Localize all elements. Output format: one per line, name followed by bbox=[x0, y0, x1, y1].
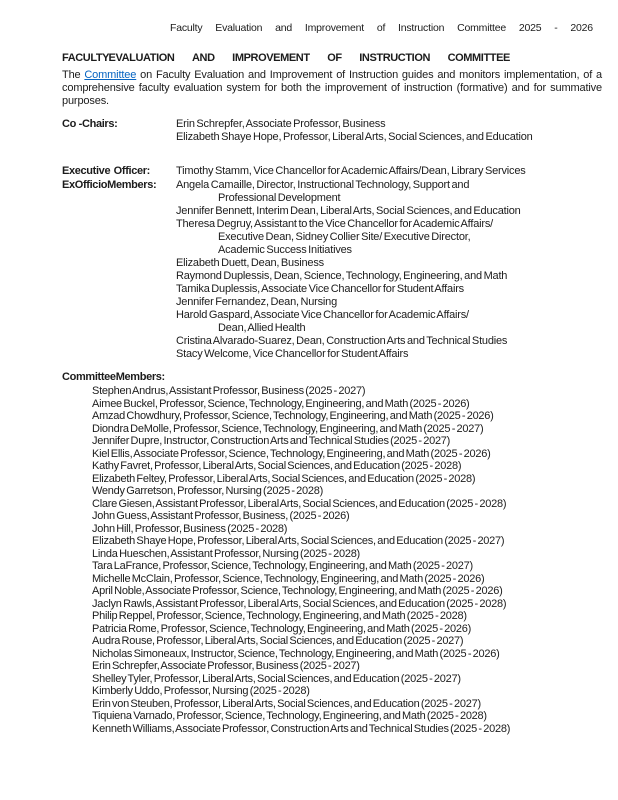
intro-text-before: The bbox=[62, 69, 85, 81]
executive-officer-values bbox=[176, 165, 526, 178]
committee-member-line: John Guess, Assistant Professor, Business, (2025 - 2026) bbox=[92, 510, 350, 522]
header-word: 2025 bbox=[518, 22, 542, 34]
header-word: Committee bbox=[457, 22, 507, 34]
ex-officio-line: Elizabeth Duett, Dean, Business bbox=[176, 257, 324, 269]
committee-member-line: Philip Reppel, Professor, Science, Technology, Engineering, and Math (2025 - 2028) bbox=[92, 610, 467, 622]
title-word: OF bbox=[327, 52, 342, 64]
label-word: Executive bbox=[62, 165, 111, 177]
label-word: Officio bbox=[74, 179, 108, 191]
committee-member-line: April Noble, Associate Professor, Science, Technology, Engineering, and Math (2025 - 2026) bbox=[92, 585, 503, 597]
label-word: Members: bbox=[115, 371, 165, 383]
header-word: Faculty bbox=[170, 22, 203, 34]
header-word: of bbox=[376, 22, 386, 34]
committee-member-line: Michelle McClain, Professor, Science, Technology, Engineering, and Math (2025 - 2026) bbox=[92, 572, 485, 585]
ex-officio-line: Jennifer Bennett, Interim Dean, Liberal Arts, Social Sciences, and Education bbox=[176, 205, 521, 217]
page-title bbox=[62, 52, 510, 64]
committee-member-line: John Hill, Professor, Business (2025 - 2028) bbox=[92, 522, 288, 535]
executive-officer-row bbox=[62, 165, 618, 178]
ex-officio-line: Theresa Degruy, Assistant to the Vice Chancellor for Academic Affairs/ bbox=[176, 218, 493, 230]
committee-member-line: Kenneth Williams, Associate Professor, Construction Arts and Technical Studies (2025 - 2028) bbox=[92, 722, 511, 735]
committee-members-label bbox=[62, 371, 165, 384]
label-word: Members: bbox=[107, 179, 157, 191]
title-word: FACULTY EVALUATION bbox=[62, 52, 175, 64]
ex-officio-line: Dean, Allied Health bbox=[218, 322, 306, 334]
title-word: IMPROVEMENT bbox=[232, 52, 310, 64]
label-word: Committee bbox=[62, 371, 116, 383]
ex-officio-label bbox=[62, 179, 157, 192]
header-word: - bbox=[554, 22, 558, 34]
committee-member-line: Elizabeth Shaye Hope, Professor, Liberal Arts, Social Sciences, and Education (2025 - 2027) bbox=[92, 535, 505, 547]
ex-officio-line: Executive Dean, Sidney Collier Site/ Executive Director, bbox=[218, 231, 471, 243]
committee-link[interactable]: Committee bbox=[84, 69, 137, 81]
ex-officio-line: Professional Development bbox=[218, 192, 341, 204]
committee-member-line: Patricia Rome, Professor, Science, Technology, Engineering, and Math (2025 - 2026) bbox=[92, 622, 472, 635]
ex-officio-line: Academic Success Initiatives bbox=[218, 244, 352, 256]
intro-text-after: on Faculty Evaluation and Improvement of Instruction guides and monitors implementation, of a comprehensive faculty evaluation system for both the improvement of instruction (formative) and for summative purposes. bbox=[62, 69, 602, 107]
committee-member-line: Shelley Tyler, Professor, Liberal Arts, Social Sciences, and Education (2025 - 2027) bbox=[92, 672, 461, 685]
committee-member-line: Kathy Favret, Professor, Liberal Arts, Social Sciences, and Education (2025 - 2028) bbox=[92, 460, 462, 472]
co-chair-line: Erin Schrepfer, Associate Professor, Business bbox=[176, 118, 386, 130]
header-word: and bbox=[275, 22, 293, 34]
committee-member-line: Audra Rouse, Professor, Liberal Arts, Social Sciences, and Education (2025 - 2027) bbox=[92, 635, 464, 647]
committee-member-line: Linda Hueschen, Assistant Professor, Nursing (2025 - 2028) bbox=[92, 547, 360, 560]
ex-officio-line: Cristina Alvarado-Suarez, Dean, Construction Arts and Technical Studies bbox=[176, 335, 508, 347]
co-chairs-row bbox=[62, 118, 618, 144]
title-word: AND bbox=[191, 52, 215, 64]
title-word: INSTRUCTION bbox=[359, 52, 431, 64]
committee-member-line: Tiquiena Varnado, Professor, Science, Technology, Engineering, and Math (2025 - 2028) bbox=[92, 710, 487, 722]
header-word: 2026 bbox=[570, 22, 593, 34]
committee-member-line: Jaclyn Rawls, Assistant Professor, Liberal Arts, Social Sciences, and Education (2025 - 2028) bbox=[92, 597, 507, 610]
ex-officio-line: Angela Camaille, Director, Instructional Technology, Support and bbox=[176, 179, 470, 191]
ex-officio-line: Stacy Welcome, Vice Chancellor for Student Affairs bbox=[176, 348, 409, 360]
committee-member-line: Diondra DeMolle, Professor, Science, Technology, Engineering, and Math (2025 - 2027) bbox=[92, 422, 484, 435]
committee-member-line: Aimee Buckel, Professor, Science, Technology, Engineering, and Math (2025 - 2026) bbox=[92, 397, 470, 410]
header-word: Evaluation bbox=[215, 22, 263, 34]
co-chairs-values bbox=[176, 118, 533, 144]
header-word: Instruction bbox=[398, 22, 445, 34]
committee-member-line: Nicholas Simoneaux, Instructor, Science, Technology, Engineering, and Math (2025 - 2026) bbox=[92, 647, 500, 660]
ex-officio-row bbox=[62, 179, 618, 361]
intro-paragraph bbox=[62, 69, 602, 108]
committee-member-line: Stephen Andrus, Assistant Professor, Business (2025 - 2027) bbox=[92, 385, 366, 397]
document-header bbox=[170, 22, 593, 34]
label-word: Ex bbox=[62, 179, 75, 191]
co-chairs-label: Co -Chairs: bbox=[62, 118, 118, 130]
ex-officio-line: Jennifer Fernandez, Dean, Nursing bbox=[176, 296, 338, 308]
committee-member-line: Amzad Chowdhury, Professor, Science, Technology, Engineering, and Math (2025 - 2026) bbox=[92, 410, 494, 422]
committee-member-line: Jennifer Dupre, Instructor, Construction Arts and Technical Studies (2025 - 2027) bbox=[92, 435, 451, 447]
committee-member-line: Wendy Garretson, Professor, Nursing (2025 - 2028) bbox=[92, 485, 324, 497]
label-word: Officer: bbox=[113, 165, 150, 177]
committee-member-line: Erin Schrepfer, Associate Professor, Business (2025 - 2027) bbox=[92, 660, 360, 672]
header-word: Improvement bbox=[304, 22, 364, 34]
committee-member-line: Erin von Steuben, Professor, Liberal Arts, Social Sciences, and Education (2025 - 2027) bbox=[92, 697, 481, 710]
ex-officio-line: Tamika Duplessis, Associate Vice Chancellor for Student Affairs bbox=[176, 283, 464, 295]
committee-member-line: Kiel Ellis, Associate Professor, Science, Technology, Engineering, and Math (2025 - 2026) bbox=[92, 447, 491, 460]
committee-member-line: Elizabeth Feltey, Professor, Liberal Arts, Social Sciences, and Education (2025 - 2028) bbox=[92, 472, 476, 485]
committee-members-list bbox=[92, 385, 618, 735]
ex-officio-values bbox=[176, 179, 521, 361]
committee-member-line: Tara LaFrance, Professor, Science, Technology, Engineering, and Math (2025 - 2027) bbox=[92, 560, 473, 572]
title-word: COMMITTEE bbox=[447, 52, 510, 64]
ex-officio-line: Raymond Duplessis, Dean, Science, Technology, Engineering, and Math bbox=[176, 270, 508, 282]
co-chair-line: Elizabeth Shaye Hope, Professor, Liberal Arts, Social Sciences, and Education bbox=[176, 131, 533, 143]
committee-member-line: Clare Giesen, Assistant Professor, Liberal Arts, Social Sciences, and Education (2025 - 2028) bbox=[92, 497, 507, 510]
executive-officer-line: Timothy Stamm, Vice Chancellor for Academic Affairs/Dean, Library Services bbox=[176, 165, 526, 177]
executive-officer-label bbox=[62, 165, 150, 178]
ex-officio-line: Harold Gaspard, Associate Vice Chancellor for Academic Affairs/ bbox=[176, 309, 469, 321]
committee-member-line: Kimberly Uddo, Professor, Nursing (2025 - 2028) bbox=[92, 685, 310, 697]
